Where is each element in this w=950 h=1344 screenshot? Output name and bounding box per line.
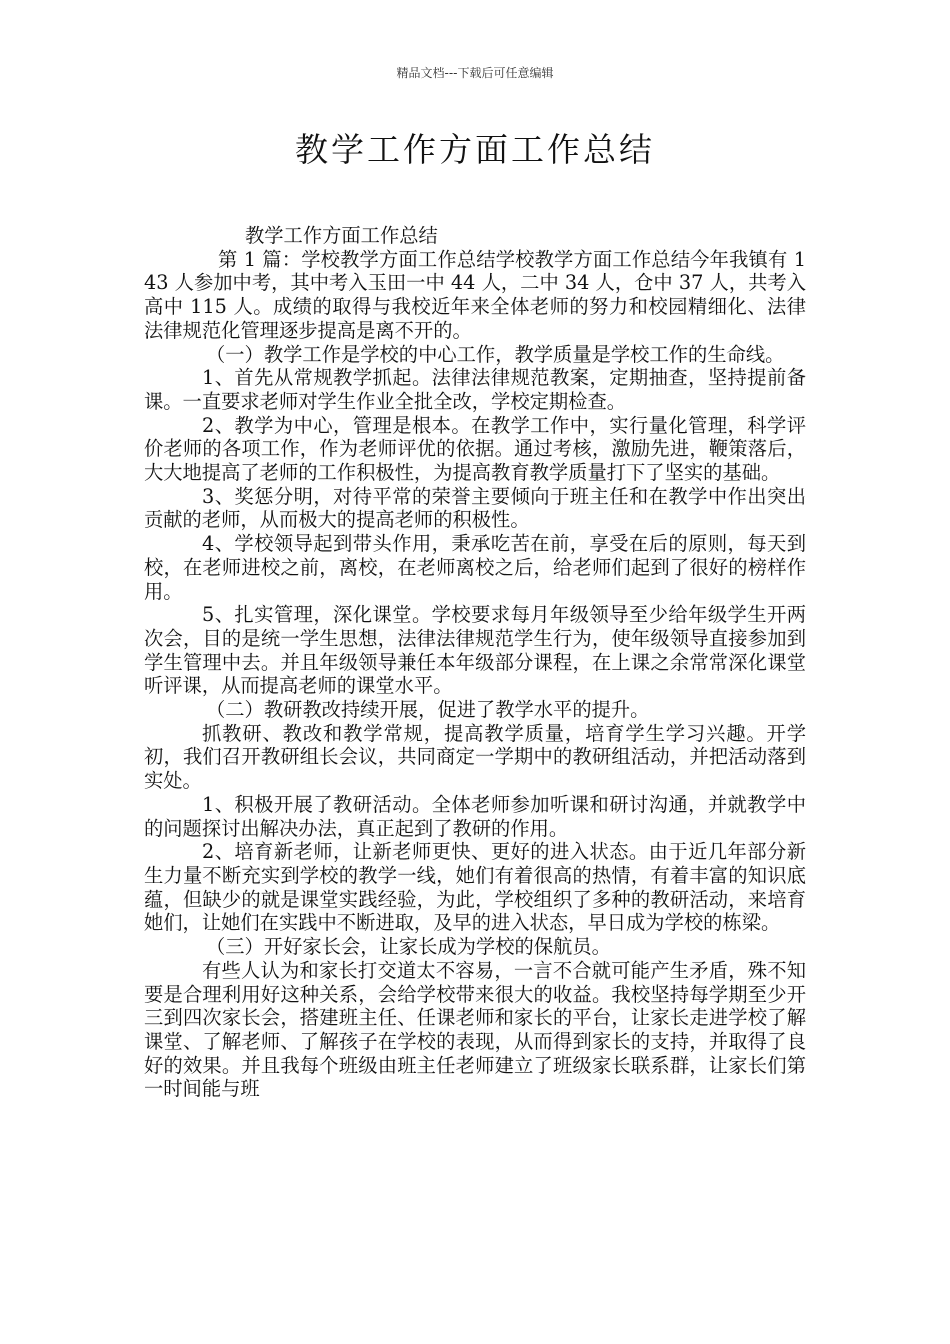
paragraph: 3、奖惩分明，对待平常的荣誉主要倾向于班主任和在教学中作出突出贡献的老师，从而极大的提高老师的积极性。 (144, 484, 806, 532)
paragraph: 2、教学为中心，管理是根本。在教学工作中，实行量化管理，科学评价老师的各项工作，作为老师评优的依据。通过考核，激励先进，鞭策落后，大大地提高了老师的工作积极性，为提高教育教学质量打下了坚实的基础。 (144, 413, 806, 485)
paragraph: 1、首先从常规教学抓起。法律法律规范教案，定期抽查，坚持提前备课。一直要求老师对学生作业全批全改，学校定期检查。 (144, 366, 806, 413)
document-title: 教学工作方面工作总结 (295, 130, 655, 169)
paragraph: 有些人认为和家长打交道太不容易，一言不合就可能产生矛盾，殊不知要是合理利用好这种关系，会给学校带来很大的收益。我校坚持每学期至少开三到四次家长会，搭建班主任、任课老师和家长的平台，让家长走进学校了解课堂、了解老师、了解孩子在学校的表现，从而得到家长的支持，并取得了良好的效果。并且我每个班级由班主任老师建立了班级家长联系群，让家长们第一时间能与班 (144, 958, 806, 1101)
paragraph: 抓教研、教改和教学常规，提高教学质量，培育学生学习兴趣。开学初，我们召开教研组长会议，共同商定一学期中的教研组活动，并把活动落到实处。 (144, 721, 806, 793)
paragraph-list (144, 248, 806, 1101)
page-header: 精品文档---下载后可任意编辑 (396, 66, 554, 80)
paragraph: （三）开好家长会，让家长成为学校的保航员。 (206, 935, 611, 959)
document-subtitle: 教学工作方面工作总结 (245, 224, 438, 247)
paragraph: 1、积极开展了教研活动。全体老师参加听课和研讨沟通，并就教学中的问题探讨出解决办法，真正起到了教研的作用。 (144, 792, 806, 840)
paragraph: 5、扎实管理，深化课堂。学校要求每月年级领导至少给年级学生开两次会，目的是统一学生思想，法律法律规范学生行为，使年级领导直接参加到学生管理中去。并且年级领导兼任本年级部分课程，在上课之余常常深化课堂听评课，从而提高老师的课堂水平。 (144, 603, 806, 698)
paragraph: （一）教学工作是学校的中心工作，教学质量是学校工作的生命线。 (206, 342, 785, 366)
paragraph: 第 1 篇：学校教学方面工作总结学校教学方面工作总结今年我镇有 143 人参加中考，其中考入玉田一中 44 人，二中 34 人，仓中 37 人，共考入高中 115 人。成绩的取得与我校近年来全体老师的努力和校园精细化、法律法律规范化管理逐步提高是离不开的。 (144, 247, 806, 342)
document-body (144, 224, 806, 1101)
paragraph: （二）教研教改持续开展，促进了教学水平的提升。 (206, 698, 650, 722)
paragraph: 4、学校领导起到带头作用，秉承吃苦在前，享受在后的原则，每天到校，在老师进校之前，离校，在老师离校之后，给老师们起到了很好的榜样作用。 (144, 532, 806, 603)
paragraph: 2、培育新老师，让新老师更快、更好的进入状态。由于近几年部分新生力量不断充实到学校的教学一线，她们有着很高的热情，有着丰富的知识底蕴，但缺少的就是课堂实践经验，为此，学校组织了多种的教研活动，来培育她们，让她们在实践中不断进取，及早的进入状态，早日成为学校的栋梁。 (144, 840, 806, 935)
